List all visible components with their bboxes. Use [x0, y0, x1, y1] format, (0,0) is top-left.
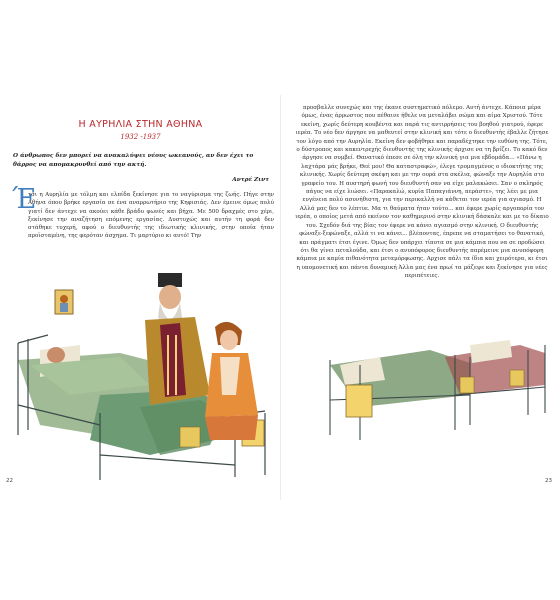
left-paragraph: τσι η Αυρηλία με τόλμη και ελπίδα ξεκίνησε για το ναγύρισμα της ζωής. Πήγε στην Αθήνα όπου βρήκε εργασία σε ένα αναρρωτήριο της Κηφισιάς. Δεν έμεινε όμως πολύ γιατί δεν άντεχε να ακούει κάθε βράδυ φωνές και βήχα. Με 500 δραχμές στο χέρι, ξεκίνησε την αναζήτηση επόμενης εργασίας. Δυστυχώς και αυτήν τη φορά δεν στάθηκε τυχερή, αφού ο διευθυντής της ιδιωτικής κλινικής, στην οποία ήταν προϊσταμένη, της φερόταν άσχημα. Τι μαρτύριο κι αυτό! Την	[28, 192, 274, 240]
right-page	[281, 95, 560, 500]
book-spread	[0, 95, 560, 500]
right-paragraph: προσβαλλε συνεχώς και της έκανε συστηματικό πόλεμο. Αυτή άντεχε. Κάποια μέρα όμως, ένας άρρωστος που πέθαινε ήθελε να μεταλάβει σώμα και αίμα Χριστού. Τότε εκείνη, χωρίς δεύτερη κουβέντα και παρά τις αντιρρήσεις του βοηθού γιατρού, έφερε ιερέα. Το νέο δεν άργησε να μαθευτεί στην κλινική και τότε ο διευθυντής έβαλλε ζήτησε τον λόγο από την Αυρηλία. Εκείνη δεν φοβήθηκε και παραδέχτηκε την ευθύνη της. Τότε, ο δύστροπος και κακεντρεχής διευθυντής της κλινικής άρχισε να τη βρίζει. Το κακό δεν άργησε να συμβεί. Θανατικό έπεσε σε όλη την κλινική για μια εβδομάδα... «Πάνω η λαχτάρα μάς βρήκε, Θεέ μου! Θα καταστραφώ», έλεγε τρομαγμένος ο ιδιοκτήτης της κλινικής. Χωρίς δεύτερη σκέψη και με την ουρά στα σκέλια, φώναξε την Αυρηλία στο γραφείο του. Η αυστηρή φωνή του διευθυντή σαν να είχε μαλακώσει. Σαν ο σκληρός πάγος να είχε λιώσει. «Παρακαλώ, κυρία Παπαγιάννη, περάστε», της λέει με μια ευγένεια πολύ ασυνήθιστη, για την περικαλλή να κάθεται τον ιερέα για αγιασμό. Η Αλλά μας δεν το λέπτυε. Μα τι θαύματα ήταν τούτο... και έφερε χωρίς αργοπορία τον ιερέα, ο οποίος μετά από εκείνον τον καθημερινό στην κλινική δάσκαλε και με το δίκαιο του. Σχεδόν διά της βίας τον έφερε να κάνει αγιασμό στην κλινική. Ο διευθυντής φώναξε-ξεφώναξε, αλλά τι να κάνει... βλέποντας, έπρεπε να σταματήσει το θανατικό, και πράγματι έτσι έγινε. Όμως δεν υπάρχει τίποτα σε μια κάμπια που να σε προδώσει ότι θα γίνει πεταλούδα, και έτσι ο ανυπόφορος διευθυντής παρέμεινε μια ανυπόφορη κάμπια με καμία πιθανότητα μεταμόρφωσης. Αρχισε πάλι τα ίδια και χειρότερα, κι έτσι η υπομονετική και πάντα δυναμική Άλλα μας ένα πρωί τα μάζεψε και ξεκίνησε για νέες περιπέτειες.	[295, 105, 549, 280]
left-page	[0, 95, 281, 500]
page-number-right: 23	[545, 478, 552, 484]
epigraph-text: Ο άνθρωπος δεν μπορεί να ανακαλύψει νέους ωκεανούς, αν δεν έχει το θάρρος να απομακρυνθεί από την ακτή.	[13, 153, 254, 168]
page-number-left: 22	[6, 478, 13, 484]
chapter-years: 1932 -1937	[120, 133, 161, 141]
chapter-title: Η ΑΥΡΗΛΙΑ ΣΤΗΝ ΑΘΗΝΑ	[78, 119, 203, 130]
drop-cap: Έ	[12, 184, 37, 215]
epigraph-author: Αντρέ Ζιντ	[232, 177, 269, 183]
